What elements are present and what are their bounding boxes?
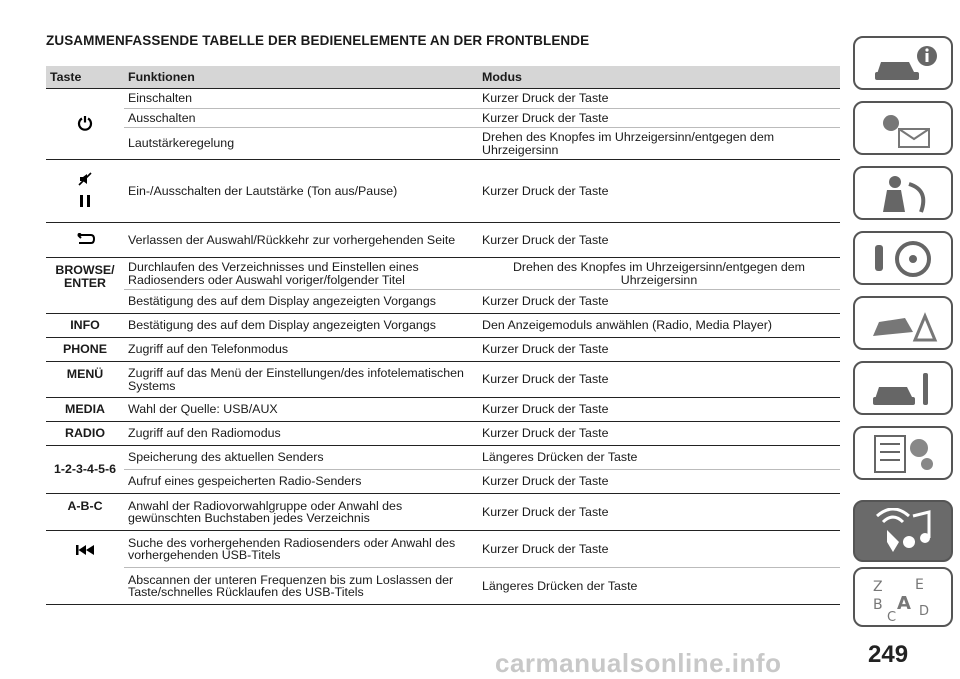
mute-icon — [50, 172, 120, 189]
pause-icon — [50, 194, 120, 211]
svg-text:B: B — [873, 597, 883, 613]
svg-text:E: E — [915, 577, 924, 593]
key-cell — [46, 89, 124, 160]
function-cell: Zugriff auf den Radiomodus — [124, 422, 478, 446]
table-row — [46, 108, 840, 128]
key-cell: MENÜ — [46, 362, 124, 398]
sidebar-tab-breakdown[interactable] — [853, 296, 953, 350]
sidebar-tab-car-info[interactable] — [853, 36, 953, 90]
table-row — [46, 314, 840, 338]
chapter-sidebar — [853, 0, 960, 678]
key-cell: PHONE — [46, 338, 124, 362]
sidebar-tab-steering[interactable] — [853, 231, 953, 285]
mode-cell: Kurzer Druck der Taste — [478, 494, 840, 531]
table-row — [46, 258, 840, 290]
breakdown-icon — [869, 304, 939, 344]
svg-text:D: D — [919, 604, 930, 619]
table-row — [46, 223, 840, 258]
page-title: ZUSAMMENFASSENDE TABELLE DER BEDIENELEMENTE AN DER FRONTBLENDE — [46, 33, 590, 48]
mode-cell: Kurzer Druck der Taste — [478, 338, 840, 362]
table-row — [46, 362, 840, 398]
page-number: 249 — [868, 641, 909, 668]
svg-text:A: A — [897, 593, 911, 614]
table-row — [46, 398, 840, 422]
function-cell: Verlassen der Auswahl/Rückkehr zur vorhergehenden Seite — [124, 223, 478, 258]
function-cell: Einschalten — [124, 89, 478, 109]
function-cell: Aufruf eines gespeicherten Radio-Senders — [124, 470, 478, 494]
skip-previous-icon — [76, 545, 94, 558]
function-cell: Ein-/Ausschalten der Lautstärke (Ton aus/Pause) — [124, 160, 478, 223]
svg-text:Z: Z — [873, 579, 883, 595]
table-row — [46, 470, 840, 494]
mode-cell: Kurzer Druck der Taste — [478, 398, 840, 422]
key-cell: INFO — [46, 314, 124, 338]
mode-cell: Kurzer Druck der Taste — [478, 89, 840, 109]
key-cell: RADIO — [46, 422, 124, 446]
index-icon — [869, 575, 939, 623]
table-row — [46, 494, 840, 531]
function-cell: Abscannen der unteren Frequenzen bis zum Loslassen der Taste/schnelles Rücklaufen des USB-Titels — [124, 568, 478, 605]
mode-cell: Kurzer Druck der Taste — [478, 362, 840, 398]
function-cell: Speicherung des aktuellen Senders — [124, 446, 478, 470]
safety-icon — [869, 174, 939, 214]
function-cell: Lautstärkeregelung — [124, 128, 478, 160]
table-row — [46, 128, 840, 160]
function-cell: Wahl der Quelle: USB/AUX — [124, 398, 478, 422]
warning-lights-icon — [869, 109, 939, 149]
table-row — [46, 290, 840, 314]
key-cell — [46, 531, 124, 605]
specifications-icon — [869, 434, 939, 474]
key-cell — [46, 223, 124, 258]
mode-cell: Kurzer Druck der Taste — [478, 160, 840, 223]
mode-cell: Längeres Drücken der Taste — [478, 446, 840, 470]
mode-cell: Kurzer Druck der Taste — [478, 108, 840, 128]
mode-cell: Längeres Drücken der Taste — [478, 568, 840, 605]
function-cell: Suche des vorhergehenden Radiosenders oder Anwahl des vorhergehenden USB-Titels — [124, 531, 478, 568]
header-functions: Funktionen — [124, 66, 478, 89]
sidebar-tab-specifications[interactable] — [853, 426, 953, 480]
function-cell: Anwahl der Radiovorwahlgruppe oder Anwahl des gewünschten Buchstaben jedes Verzeichnis — [124, 494, 478, 531]
key-cell — [46, 160, 124, 223]
sidebar-tab-maintenance[interactable] — [853, 361, 953, 415]
svg-text:C: C — [887, 610, 897, 623]
mode-cell: Kurzer Druck der Taste — [478, 470, 840, 494]
function-cell: Ausschalten — [124, 108, 478, 128]
car-info-icon — [869, 44, 939, 84]
function-cell: Bestätigung des auf dem Display angezeigten Vorgangs — [124, 314, 478, 338]
sidebar-tab-index[interactable] — [853, 567, 953, 627]
watermark: carmanualsonline.info — [495, 648, 782, 678]
table-row — [46, 568, 840, 605]
table-row — [46, 446, 840, 470]
table-row — [46, 160, 840, 223]
sidebar-tab-multimedia[interactable] — [853, 500, 953, 562]
key-cell: 1-2-3-4-5-6 — [46, 446, 124, 494]
sidebar-tab-safety[interactable] — [853, 166, 953, 220]
function-cell: Zugriff auf das Menü der Einstellungen/des infotelematischen Systems — [124, 362, 478, 398]
function-cell: Bestätigung des auf dem Display angezeigten Vorgangs — [124, 290, 478, 314]
car-maintenance-icon — [869, 369, 939, 409]
multimedia-icon — [869, 508, 939, 556]
function-cell: Durchlaufen des Verzeichnisses und Einstellen eines Radiosenders oder Auswahl voriger/folgender Titel — [124, 258, 478, 290]
header-key: Taste — [46, 66, 124, 89]
mode-cell: Den Anzeigemoduls anwählen (Radio, Media Player) — [478, 314, 840, 338]
controls-table — [46, 66, 840, 605]
mode-cell: Kurzer Druck der Taste — [478, 290, 840, 314]
mode-cell: Kurzer Druck der Taste — [478, 531, 840, 568]
key-cell: A-B-C — [46, 494, 124, 531]
table-row — [46, 531, 840, 568]
back-arrow-icon — [75, 233, 95, 248]
sidebar-tab-warning-lights[interactable] — [853, 101, 953, 155]
key-cell: BROWSE/ ENTER — [46, 258, 124, 314]
mode-cell: Kurzer Druck der Taste — [478, 223, 840, 258]
power-icon — [77, 115, 93, 134]
steering-wheel-icon — [869, 239, 939, 279]
key-cell: MEDIA — [46, 398, 124, 422]
table-row — [46, 422, 840, 446]
function-cell: Zugriff auf den Telefonmodus — [124, 338, 478, 362]
mode-cell: Kurzer Druck der Taste — [478, 422, 840, 446]
table-row — [46, 338, 840, 362]
header-mode: Modus — [478, 66, 840, 89]
table-row — [46, 89, 840, 109]
mode-cell: Drehen des Knopfes im Uhrzeigersinn/entgegen dem Uhrzeigersinn — [478, 258, 840, 290]
mode-cell: Drehen des Knopfes im Uhrzeigersinn/entgegen dem Uhrzeigersinn — [478, 128, 840, 160]
